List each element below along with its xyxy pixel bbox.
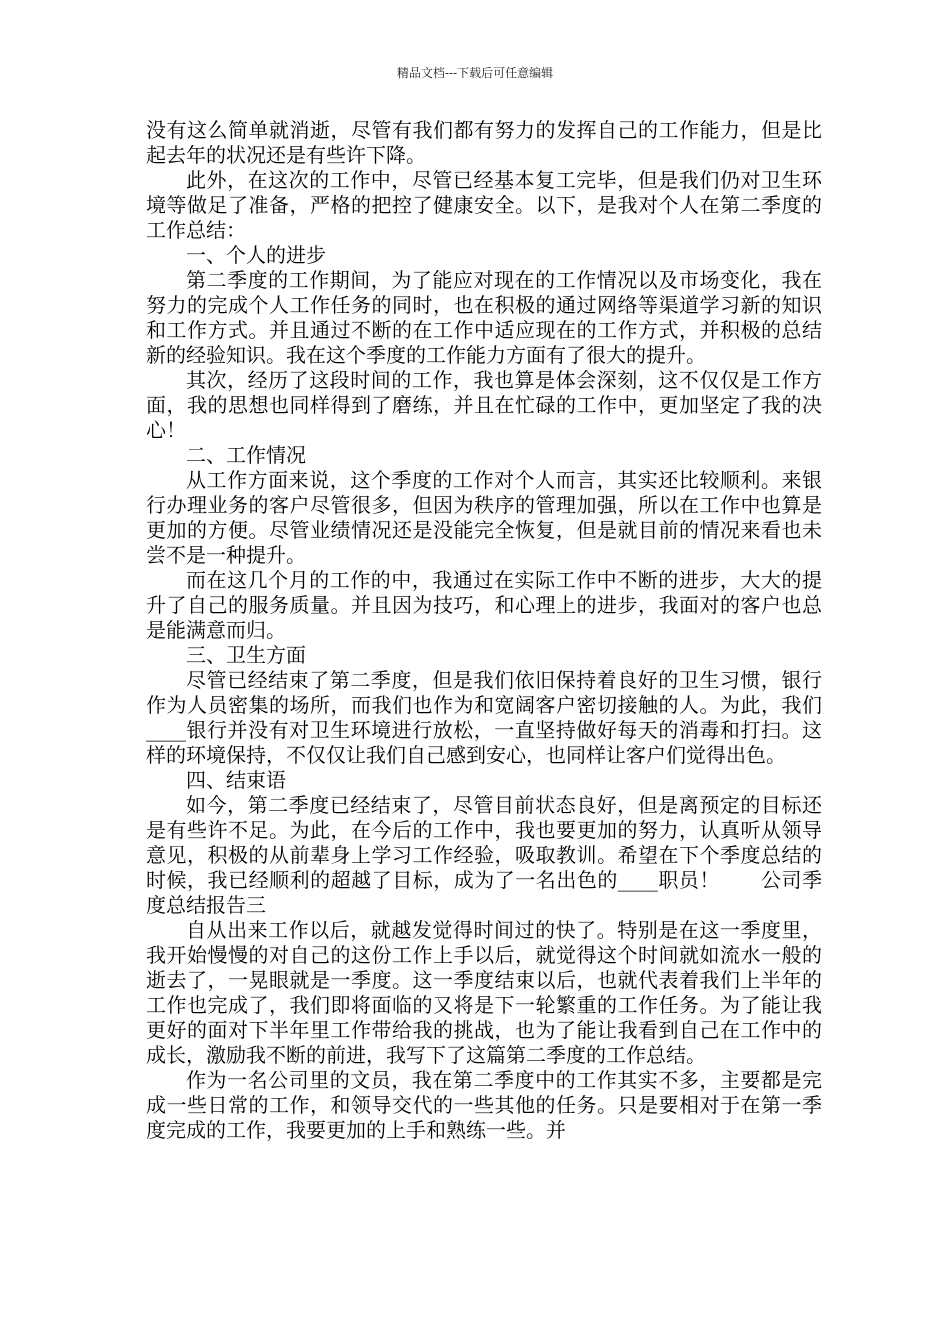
- paragraph-work-2: 而在这几个月的工作的中，我通过在实际工作中不断的进步，大大的提升了自己的服务质量。并且因为技巧，和心理上的进步，我面对的客户也总是能满意而归。: [146, 568, 822, 642]
- paragraph-progress-1: 第二季度的工作期间，为了能应对现在的工作情况以及市场变化，我在努力的完成个人工作任务的同时，也在积极的通过网络等渠道学习新的知识和工作方式。并且通过不断的在工作中适应现在的工作方式，并积极的总结新的经验知识。我在这个季度的工作能力方面有了很大的提升。: [146, 268, 822, 367]
- paragraph-continuation: 没有这么简单就消逝，尽管有我们都有努力的发挥自己的工作能力，但是比起去年的状况还是有些许下降。: [146, 118, 822, 167]
- paragraph-work-1: 从工作方面来说，这个季度的工作对个人而言，其实还比较顺利。来银行办理业务的客户尽管很多，但因为秩序的管理加强，所以在工作中也算是更加的方便。尽管业绩情况还是没能完全恢复，但是就目前的情况来看也未尝不是一种提升。: [146, 468, 822, 567]
- section-heading-hygiene: 三、卫生方面: [186, 643, 306, 667]
- paragraph-progress-2: 其次，经历了这段时间的工作，我也算是体会深刻，这不仅仅是工作方面，我的思想也同样得到了磨练，并且在忙碌的工作中，更加坚定了我的决心！: [146, 368, 822, 442]
- section-heading-progress: 一、个人的进步: [186, 243, 326, 267]
- paragraph-intro: 此外，在这次的工作中，尽管已经基本复工完毕，但是我们仍对卫生环境等做足了准备，严格的把控了健康安全。以下，是我对个人在第二季度的工作总结：: [146, 168, 822, 242]
- document-body: [146, 118, 822, 1143]
- section-heading-conclusion: 四、结束语: [186, 768, 286, 792]
- paragraph-report3-intro: 自从出来工作以后，就越发觉得时间过的快了。特别是在这一季度里，我开始慢慢的对自己的这份工作上手以后，就觉得这个时间就如流水一般的逝去了，一晃眼就是一季度。这一季度结束以后，也就代表着我们上半年的工作也完成了，我们即将面临的又将是下一轮繁重的工作任务。为了能让我更好的面对下半年里工作带给我的挑战，也为了能让我看到自己在工作中的成长，激励我不断的前进，我写下了这篇第二季度的工作总结。: [146, 918, 822, 1067]
- page-header: 精品文档---下载后可任意编辑: [396, 66, 554, 80]
- paragraph-hygiene: 尽管已经结束了第二季度，但是我们依旧保持着良好的卫生习惯，银行作为人员密集的场所，而我们也作为和宽阔客户密切接触的人。为此，我们____银行并没有对卫生环境进行放松，一直坚持做好每天的消毒和打扫。这样的环境保持，不仅仅让我们自己感到安心，也同样让客户们觉得出色。: [146, 668, 822, 767]
- paragraph-report3-work: 作为一名公司里的文员，我在第二季度中的工作其实不多，主要都是完成一些日常的工作，和领导交代的一些其他的任务。只是要相对于在第一季度完成的工作，我要更加的上手和熟练一些。并: [146, 1068, 822, 1142]
- paragraph-conclusion: 如今，第二季度已经结束了，尽管目前状态良好，但是离预定的目标还是有些许不足。为此，在今后的工作中，我也要更加的努力，认真听从领导意见，积极的从前辈身上学习工作经验，吸取教训。希望在下个季度总结的时候，我已经顺利的超越了目标，成为了一名出色的____职员！ 公司季度总结报告三: [146, 793, 822, 917]
- section-heading-work: 二、工作情况: [186, 443, 306, 467]
